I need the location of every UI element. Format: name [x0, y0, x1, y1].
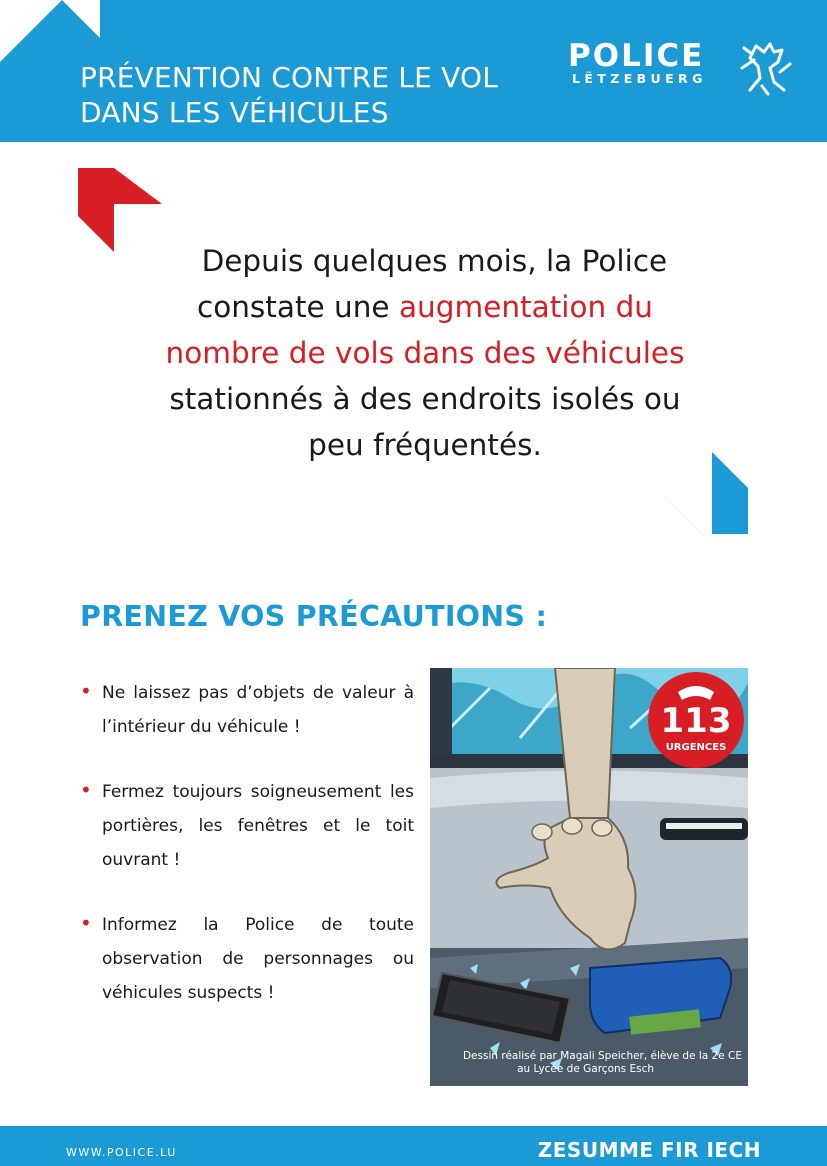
illustration — [430, 668, 748, 1086]
emergency-label: URGENCES — [665, 742, 727, 753]
intro-line4: stationnés à des endroits isolés ou — [169, 382, 681, 416]
footer-bar — [0, 1126, 827, 1166]
lion-emblem-icon — [740, 38, 792, 96]
logo-subtitle: LËTZEBUERG — [572, 71, 707, 86]
intro-part1: Depuis quelques mois, la Police — [201, 244, 668, 278]
intro-highlight1: augmentation du — [398, 290, 654, 324]
tips-list — [80, 676, 414, 1041]
intro-line2 — [130, 284, 720, 330]
bullet-icon: • — [80, 679, 92, 703]
intro-part2: constate une — [196, 290, 399, 324]
illustration-caption — [430, 1050, 742, 1076]
footer-slogan: ZESUMME FIR IECH — [537, 1138, 761, 1162]
page-title — [80, 60, 498, 130]
intro-line5: peu fréquentés. — [308, 428, 542, 462]
intro-line3 — [130, 330, 720, 376]
tip-text: Fermez toujours soigneusement les portières, les fenêtres et le toit ouvrant ! — [102, 782, 414, 870]
caption-line1: Dessin réalisé par Magali Speicher, élève de la 2e CE — [462, 1050, 742, 1062]
emergency-number: 113 — [660, 701, 732, 741]
tip-text: Ne laissez pas d’objets de valeur à l’intérieur du véhicule ! — [102, 683, 414, 737]
theft-drawing — [430, 668, 748, 1086]
page-title-line2: DANS LES VÉHICULES — [80, 96, 389, 129]
bullet-icon: • — [80, 778, 92, 802]
bullet-icon: • — [80, 911, 92, 935]
list-item — [80, 676, 414, 744]
page-title-line1: PRÉVENTION CONTRE LE VOL — [80, 61, 499, 94]
list-item — [80, 775, 414, 877]
list-item — [80, 908, 414, 1010]
intro-paragraph — [130, 238, 720, 468]
intro-line1 — [130, 238, 720, 284]
intro-highlight2: nombre de vols dans des véhicules — [165, 336, 685, 370]
tip-text: Informez la Police de toute observation de personnages ou véhicules suspects ! — [102, 915, 414, 1003]
caption-line2: au Lycée de Garçons Esch — [517, 1063, 654, 1075]
website-link[interactable]: WWW.POLICE.LU — [66, 1146, 177, 1159]
police-logo — [568, 40, 707, 86]
blue-arrow-icon — [666, 452, 748, 534]
section-title: PRENEZ VOS PRÉCAUTIONS : — [80, 600, 548, 633]
logo-word: POLICE — [568, 38, 705, 74]
header-bar — [0, 0, 827, 142]
